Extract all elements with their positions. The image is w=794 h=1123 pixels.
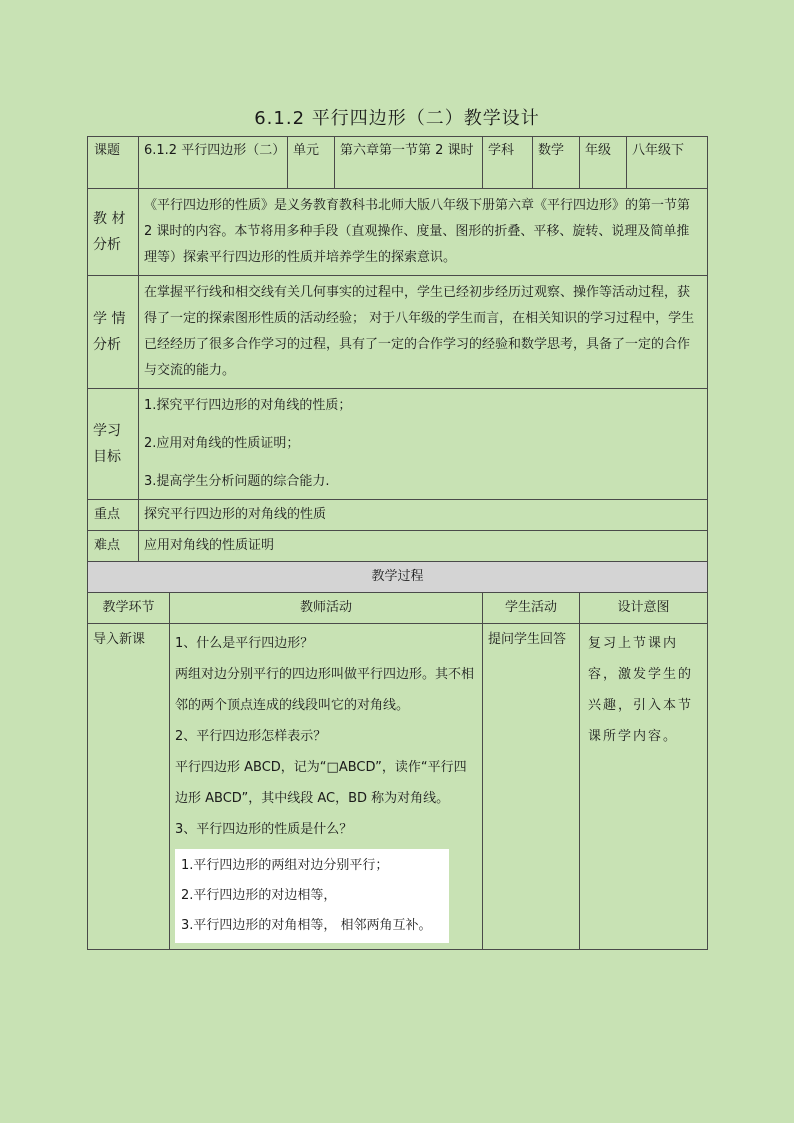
goals-row	[88, 389, 708, 500]
difficulty-text: 应用对角线的性质证明	[139, 531, 708, 562]
goal-item: 2.应用对角线的性质证明；	[144, 436, 300, 451]
stage-cell: 导入新课	[88, 624, 170, 950]
property-item: 3.平行四边形的对角相等， 相邻两角互补。	[181, 918, 432, 933]
goals-label-line1: 学习	[93, 423, 121, 439]
teacher-line: 平行四边形 ABCD，记为“□ABCD”，读作“平行四边形 ABCD”，其中线段 AC，BD 称为对角线。	[175, 760, 467, 806]
col-student-header: 学生活动	[483, 593, 580, 624]
difficulty-row	[88, 531, 708, 562]
students-text: 在掌握平行线和相交线有关几何事实的过程中，学生已经初步经历过观察、操作等活动过程，获得了一定的探索图形性质的活动经验； 对于八年级的学生而言，在相关知识的学习过程中，学生已经经历了很多合作学习的过程，具有了一定的合作学习的经验和数学思考，具备了一定的合作与交流的能力。	[139, 276, 708, 389]
student-activity: 提问学生回答	[483, 624, 580, 950]
material-label	[88, 189, 139, 276]
teacher-line: 2、平行四边形怎样表示？	[175, 729, 327, 744]
col-teacher-header: 教师活动	[170, 593, 483, 624]
teacher-line: 1、什么是平行四边形？	[175, 636, 314, 651]
process-section-title: 教学过程	[88, 562, 708, 593]
design-intent: 复习上节课内容，激发学生的兴趣，引入本节课所学内容。	[580, 624, 708, 950]
lesson-plan-table	[87, 136, 708, 950]
col-intent-header: 设计意图	[580, 593, 708, 624]
grade-label: 年级	[580, 137, 627, 189]
property-item: 2.平行四边形的对边相等，	[181, 888, 337, 903]
key-point-text: 探究平行四边形的对角线的性质	[139, 500, 708, 531]
key-point-label: 重点	[88, 500, 139, 531]
teacher-line: 两组对边分别平行的四边形叫做平行四边形。其不相邻的两个顶点连成的线段叫它的对角线。	[175, 667, 475, 713]
goals-list	[139, 389, 708, 500]
goals-label	[88, 389, 139, 500]
subject-label: 学科	[483, 137, 533, 189]
goal-item: 3.提高学生分析问题的综合能力.	[144, 474, 330, 489]
process-row	[88, 624, 708, 950]
material-label-line2: 分析	[93, 237, 121, 253]
material-label-line1: 教 材	[93, 211, 126, 227]
col-stage-header: 教学环节	[88, 593, 170, 624]
document-title: 6.1.2 平行四边形（二）教学设计	[254, 108, 540, 129]
goals-label-line2: 目标	[93, 449, 121, 465]
students-label	[88, 276, 139, 389]
unit-label: 单元	[288, 137, 335, 189]
material-text: 《平行四边形的性质》是义务教育教科书北师大版八年级下册第六章《平行四边形》的第一节第 2 课时的内容。本节将用多种手段（直观操作、度量、图形的折叠、平移、旋转、说理及简单推理等）探索平行四边形的性质并培养学生的探索意识。	[139, 189, 708, 276]
material-row	[88, 189, 708, 276]
key-point-row	[88, 500, 708, 531]
topic-label: 课题	[88, 137, 139, 189]
goal-item: 1.探究平行四边形的对角线的性质；	[144, 398, 352, 413]
topic-value: 6.1.2 平行四边形（二）	[139, 137, 288, 189]
students-label-line1: 学 情	[93, 311, 126, 327]
teacher-line: 3、平行四边形的性质是什么？	[175, 822, 353, 837]
grade-value: 八年级下	[627, 137, 708, 189]
property-item: 1.平行四边形的两组对边分别平行；	[181, 858, 389, 873]
process-section-row	[88, 562, 708, 593]
teacher-activity	[170, 624, 483, 950]
difficulty-label: 难点	[88, 531, 139, 562]
students-label-line2: 分析	[93, 337, 121, 353]
students-row	[88, 276, 708, 389]
subject-value: 数学	[533, 137, 580, 189]
header-row	[88, 137, 708, 189]
process-header-row	[88, 593, 708, 624]
unit-value: 第六章第一节第 2 课时	[335, 137, 483, 189]
properties-box	[175, 849, 449, 943]
